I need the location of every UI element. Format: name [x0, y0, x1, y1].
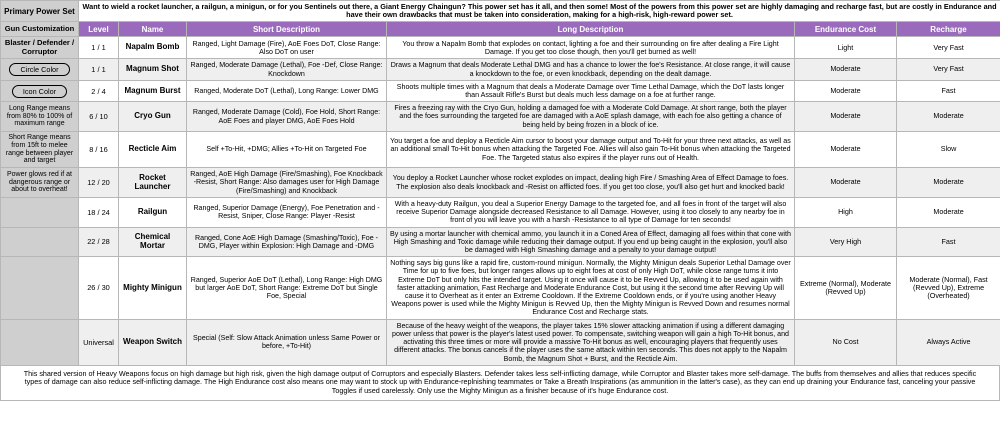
column-header-row	[1, 22, 1000, 37]
power-endurance-cost: Moderate	[795, 59, 897, 80]
power-level: 1 / 1	[79, 37, 119, 59]
power-short-description: Special (Self: Slow Attack Animation unless Same Power or before, +To-Hit)	[187, 319, 387, 365]
power-name: Napalm Bomb	[119, 37, 187, 59]
power-endurance-cost: Extreme (Normal), Moderate (Revved Up)	[795, 257, 897, 320]
power-long-description: With a heavy-duty Railgun, you deal a Superior Energy Damage to the targeted foe, and all foes in front of the target will also receive Superior Damage alongside decreased Resistance to all Damage. However, using it too closely to any nearby foe in front of you will leave you with a harsh -Resistance to all type of Damage for ten seconds!	[387, 197, 795, 227]
power-long-description: Because of the heavy weight of the weapons, the player takes 15% slower attacking animation if using a different damaging power unless that power is the player's latest used power. To compensate, switching weapon will gain a high To-Hit bonus, and activating this three times or more will provide a massive To-Hit bonus as well, encouraging players that frequently uses different attacks. The bonus cancels if the player uses the same attack within ten seconds. This does not apply to the Napalm Bomb, the Magnum Shot + Burst, and the Recticle Aim.	[387, 319, 795, 365]
power-recharge: Fast	[897, 227, 1000, 257]
power-long-description: Draws a Magnum that deals Moderate Lethal DMG and has a chance to lower the foe's Resistance. At close range, it will cause a knockdown to the foe, or even knockback, depending on the dealt damage.	[387, 59, 795, 80]
power-endurance-cost: No Cost	[795, 319, 897, 365]
power-name: Weapon Switch	[119, 319, 187, 365]
power-short-description: Ranged, Light Damage (Fire), AoE Foes DoT, Close Range: Also DoT on user	[187, 37, 387, 59]
power-level: 12 / 20	[79, 168, 119, 198]
sidebar-item-archetypes: Blaster / Defender / Corruptor	[1, 37, 79, 59]
power-recharge: Always Active	[897, 319, 1000, 365]
power-short-description: Ranged, Moderate Damage (Lethal), Foe -Def, Close Range: Knockdown	[187, 59, 387, 80]
sidebar-item-gun-customization: Gun Customization	[1, 22, 79, 37]
power-recharge: Moderate	[897, 102, 1000, 132]
power-short-description: Ranged, Superior Damage (Energy), Foe Penetration and -Resist, Sniper, Close Range: Player -Resist	[187, 197, 387, 227]
column-header-name: Name	[119, 22, 187, 37]
power-endurance-cost: High	[795, 197, 897, 227]
sidebar-filler	[1, 319, 79, 365]
table-row	[1, 257, 1000, 320]
power-long-description: You target a foe and deploy a Recticle Aim cursor to boost your damage output and To-Hit for your three next attacks, as well as an additional small To-Hit bonus when attacking the Targeted Foe. Allies will also gain To-Hit bonus when attacking the Targeted Foe. The Targeted status also expires if the player runs out of Health.	[387, 131, 795, 167]
column-header-short-description: Short Description	[187, 22, 387, 37]
power-level: 6 / 10	[79, 102, 119, 132]
power-name: Chemical Mortar	[119, 227, 187, 257]
power-recharge: Moderate	[897, 168, 1000, 198]
sidebar-filler	[1, 257, 79, 320]
power-short-description: Ranged, Moderate DoT (Lethal), Long Range: Lower DMG	[187, 80, 387, 101]
power-name: Recticle Aim	[119, 131, 187, 167]
table-row	[1, 319, 1000, 365]
power-name: Cryo Gun	[119, 102, 187, 132]
power-long-description: By using a mortar launcher with chemical ammo, you launch it in a Coned Area of Effect, damaging all foes within that cone with High Smashing and Toxic damage while reducing their damage output. If you end up being caught in the explosion, you'll also be damaged with High Smashing damage and a penalty to your damage output!	[387, 227, 795, 257]
table-row	[1, 227, 1000, 257]
power-level: 18 / 24	[79, 197, 119, 227]
power-endurance-cost: Moderate	[795, 168, 897, 198]
power-long-description: Nothing says big guns like a rapid fire, custom-round minigun. Normally, the Mighty Minigun deals Superior Lethal Damage over Time for up to five foes, but longer ranges allows up to eight foes at cost of only High DoT, while close range turns it into Extreme DoT but only hits the intended target. Using it once will cause it to be Revved Up, allowing it to be used again with faster attacking animation, Fast Recharge and Moderate Endurance Cost, but using it the second time after Revving Up will cause it to Overheat as it enter an Extreme Cooldown. If the Extreme Cooldown ends, or if you're using another Heavy Weapons power is used while the Mighty Minigun is Revved Up, then the Mighty Minigun is Revved Down and resumes normal Endurance Cost and Recharge stats.	[387, 257, 795, 320]
circle-color-pill-label: Circle Color	[9, 63, 69, 76]
sidebar-item-circle-color[interactable]	[1, 59, 79, 80]
power-endurance-cost: Moderate	[795, 131, 897, 167]
power-level: 22 / 28	[79, 227, 119, 257]
table-row	[1, 37, 1000, 59]
power-set-intro: Want to wield a rocket launcher, a railgun, a minigun, or for you Sentinels out there, a Giant Energy Chaingun? This power set has it all, and then some! Most of the powers from this power set are highly damaging and recharge fast, but are costly in Endurance and have their own drawbacks that must be taken into consideration, making for a high-risk, high-reward power set.	[79, 1, 1000, 22]
column-header-long-description: Long Description	[387, 22, 795, 37]
power-long-description: Shoots multiple times with a Magnum that deals a Moderate Damage over Time Lethal Damage, which the DoT lasts longer than Assault Rifle's Burst but deals much less damage on a foe at further range.	[387, 80, 795, 101]
power-recharge: Fast	[897, 80, 1000, 101]
table-row	[1, 59, 1000, 80]
power-name: Rocket Launcher	[119, 168, 187, 198]
power-level: 8 / 16	[79, 131, 119, 167]
sidebar-filler	[1, 227, 79, 257]
table-row	[1, 80, 1000, 101]
power-short-description: Self +To-Hit, +DMG; Allies +To-Hit on Targeted Foe	[187, 131, 387, 167]
power-endurance-cost: Moderate	[795, 80, 897, 101]
power-name: Magnum Shot	[119, 59, 187, 80]
power-endurance-cost: Very High	[795, 227, 897, 257]
power-recharge: Very Fast	[897, 59, 1000, 80]
table-row	[1, 168, 1000, 198]
column-header-endurance-cost: Endurance Cost	[795, 22, 897, 37]
footnote-text: This shared version of Heavy Weapons focus on high damage but high risk, given the high damage output of Corruptors and especially Blasters. Defender takes less self-inflicting damage, while Corruptor and Blaster takes more self-damage. The buffs from themselves and allies that reduces specific types of damage can also reduce self-inflicting damage. The High Endurance cost also means one may want to stock up with Endurance-replnishing teammates or Take a Breath Inspirations (as ammunition in the latter's case), as they can end up draining your Endurance fast, canceling your passive Toggles if used carelessly. Only use the Mighty Minigun as a finisher because of it's huge Endurance cost.	[23, 368, 977, 396]
power-name: Magnum Burst	[119, 80, 187, 101]
table-row	[1, 197, 1000, 227]
footnote-row	[0, 366, 1000, 401]
power-short-description: Ranged, Moderate Damage (Cold), Foe Hold, Short Range: AoE Foes and player DMG, AoE Foes Hold	[187, 102, 387, 132]
power-name: Mighty Minigun	[119, 257, 187, 320]
power-level: Universal	[79, 319, 119, 365]
power-name: Railgun	[119, 197, 187, 227]
power-short-description: Ranged, Cone AoE High Damage (Smashing/Toxic), Foe -DMG, Player within Explosion: High Damage and -DMG	[187, 227, 387, 257]
power-recharge: Moderate	[897, 197, 1000, 227]
power-recharge: Slow	[897, 131, 1000, 167]
primary-power-set-label: Primary Power Set	[1, 1, 79, 22]
column-header-recharge: Recharge	[897, 22, 1000, 37]
table-header-row	[1, 1, 1000, 22]
power-level: 26 / 30	[79, 257, 119, 320]
sidebar-item-icon-color[interactable]	[1, 80, 79, 101]
power-long-description: You deploy a Rocket Launcher whose rocket explodes on impact, dealing high Fire / Smashing Area of Effect Damage to foes. The explosion also deals knockback and -Resist on afflicted foes. If you get too close, you'll also get hurt and knocked back!	[387, 168, 795, 198]
power-level: 2 / 4	[79, 80, 119, 101]
table-row	[1, 102, 1000, 132]
power-short-description: Ranged, Superior AoE DoT (Lethal), Long Range: High DMG but larger AoE DoT, Short Range: Extreme DoT but Single Foe, Special	[187, 257, 387, 320]
power-level: 1 / 1	[79, 59, 119, 80]
power-endurance-cost: Moderate	[795, 102, 897, 132]
sidebar-filler	[1, 197, 79, 227]
power-recharge: Moderate (Normal), Fast (Revved Up), Extreme (Overheated)	[897, 257, 1000, 320]
sidebar-item-overheat-note: Power glows red if at dangerous range or about to overheat!	[1, 168, 79, 198]
icon-color-pill-label: Icon Color	[12, 85, 67, 98]
table-row	[1, 131, 1000, 167]
sidebar-item-short-range-note: Short Range means from 15ft to melee range between player and target	[1, 131, 79, 167]
column-header-level: Level	[79, 22, 119, 37]
power-recharge: Very Fast	[897, 37, 1000, 59]
power-long-description: You throw a Napalm Bomb that explodes on contact, lighting a foe and their surrounding on fire after dealing a Fire Light Damage. If you get too close though, then you'll get burned as well!	[387, 37, 795, 59]
sidebar-item-long-range-note: Long Range means from 80% to 100% of maximum range	[1, 102, 79, 132]
power-short-description: Ranged, AoE High Damage (Fire/Smashing), Foe Knockback -Resist, Short Range: Also damages user for High Damage (Fire/Smashing) and Knockback	[187, 168, 387, 198]
power-endurance-cost: Light	[795, 37, 897, 59]
power-long-description: Fires a freezing ray with the Cryo Gun, holding a damaged foe with a Moderate Cold Damage. At short range, both the player and the foes surrounding the targeted foe are damaged with a AoE splash damage, with each foe also getting a chance of being held by being frozen in a block of ice.	[387, 102, 795, 132]
